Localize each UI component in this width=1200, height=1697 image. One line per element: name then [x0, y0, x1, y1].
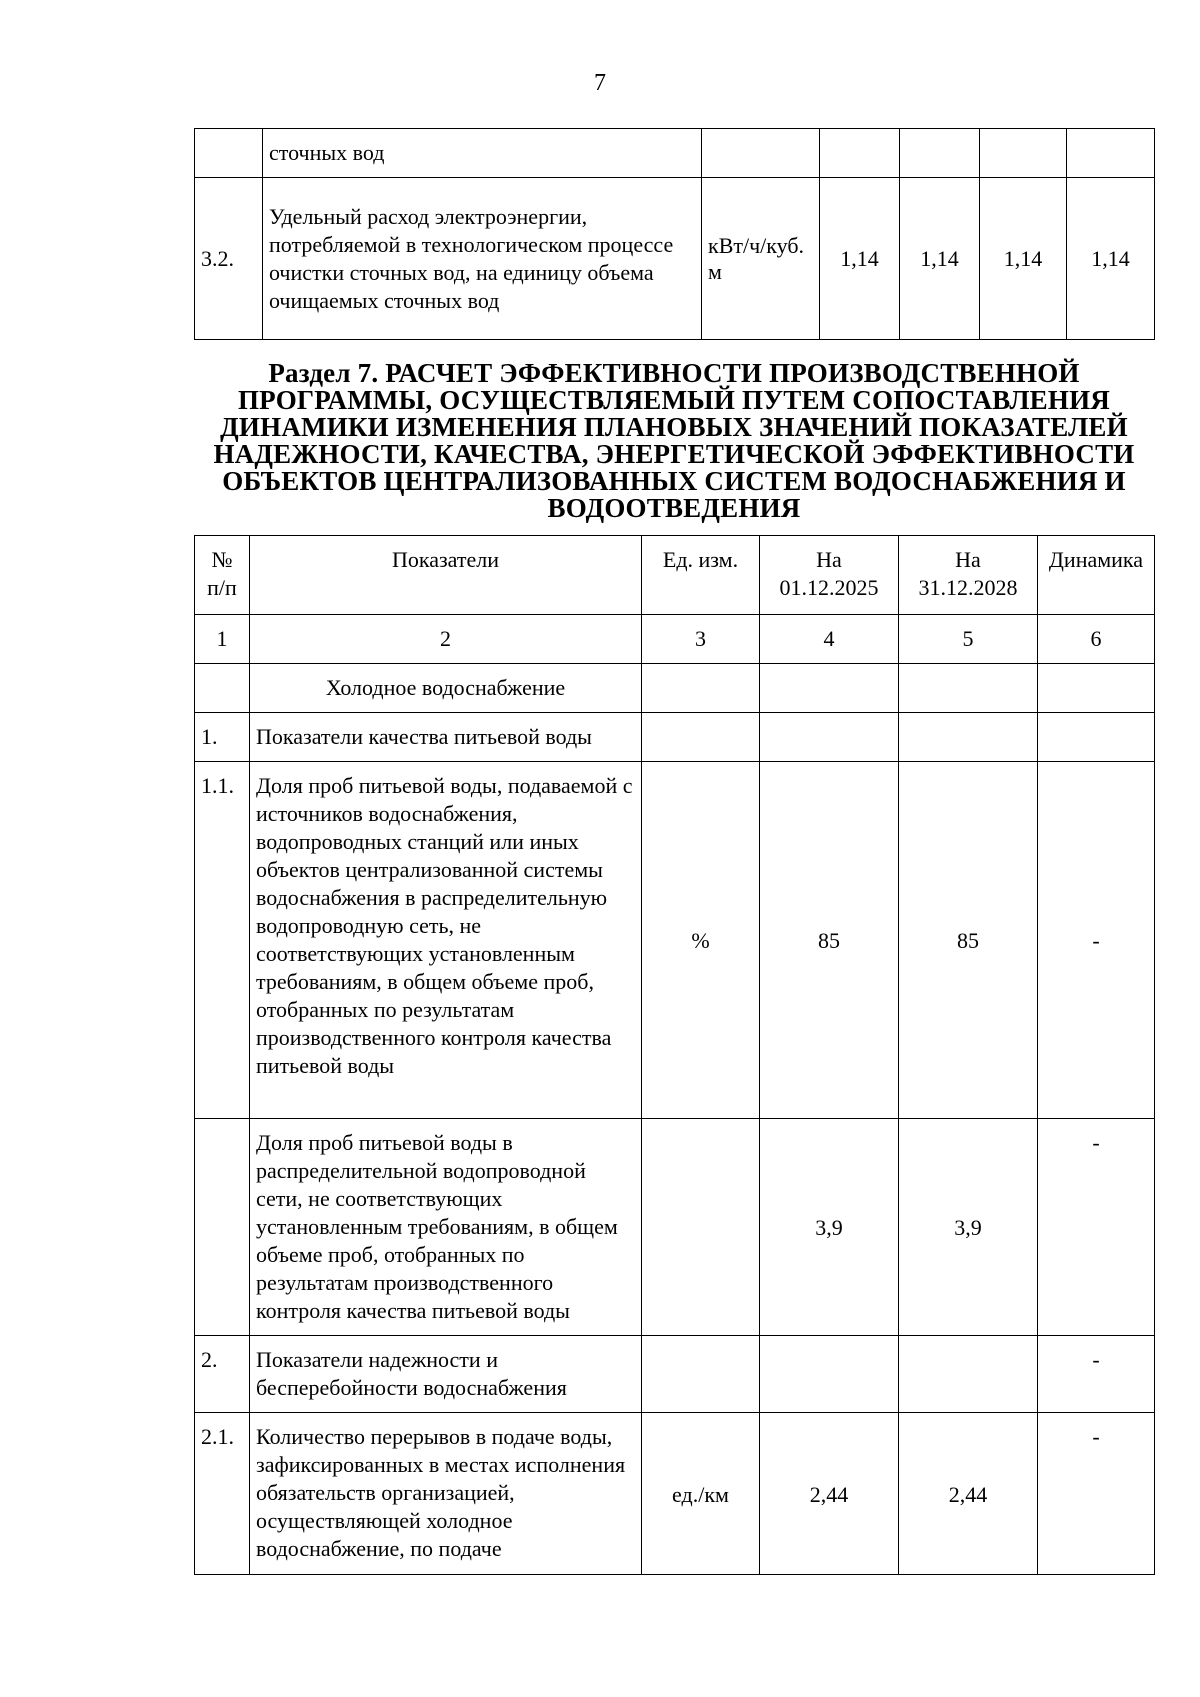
table-row	[195, 762, 1155, 1119]
row-text: Доля проб питьевой воды, подаваемой с источников водоснабжения, водопроводных станций или иных объектов централизованной системы водоснабжения в распределительную водопроводную сеть, не соответствующих установленным требованиям, в общем объеме проб, отобранных по результатам производственного контроля качества питьевой воды	[250, 762, 642, 1119]
row-unit	[702, 129, 820, 178]
row-unit	[642, 1119, 760, 1336]
row-value-2028: 3,9	[899, 1119, 1038, 1336]
row-text: Количество перерывов в подаче воды, зафиксированных в местах исполнения обязательств организацией, осуществляющей холодное водоснабжение, по подаче	[250, 1413, 642, 1575]
column-header: № п/п	[195, 536, 250, 615]
table-row	[195, 1336, 1155, 1413]
row-number: 2.1.	[195, 1413, 250, 1575]
row-value-2028: 85	[899, 762, 1038, 1119]
row-value-2028	[899, 664, 1038, 713]
row-text: Показатели качества питьевой воды	[250, 713, 642, 762]
row-value-2025: 3,9	[760, 1119, 899, 1336]
row-value: 1,14	[900, 178, 980, 340]
row-text: сточных вод	[263, 129, 702, 178]
row-value-2025	[760, 1336, 899, 1413]
row-value: 1,14	[820, 178, 900, 340]
row-value-2028: 2,44	[899, 1413, 1038, 1575]
row-text: Доля проб питьевой воды в распределительной водопроводной сети, не соответствующих установленным требованиям, в общем объеме проб, отобранных по результатам производственного контроля качества питьевой воды	[250, 1119, 642, 1336]
row-value	[1067, 129, 1155, 178]
column-number: 3	[642, 615, 760, 664]
row-unit	[642, 1336, 760, 1413]
row-dynamics: -	[1038, 1119, 1155, 1336]
column-header: Динамика	[1038, 536, 1155, 615]
row-number: 1.	[195, 713, 250, 762]
column-number: 6	[1038, 615, 1155, 664]
row-text: Показатели надежности и бесперебойности водоснабжения	[250, 1336, 642, 1413]
row-value-2025	[760, 664, 899, 713]
row-value-2025: 2,44	[760, 1413, 899, 1575]
column-header: На 01.12.2025	[760, 536, 899, 615]
table-header-row	[195, 536, 1155, 615]
row-value-2028	[899, 713, 1038, 762]
row-value-2028	[899, 1336, 1038, 1413]
table-row	[195, 178, 1155, 340]
row-number	[195, 664, 250, 713]
row-text: Холодное водоснабжение	[250, 664, 642, 713]
top-table	[194, 128, 1155, 340]
row-number: 2.	[195, 1336, 250, 1413]
row-number: 1.1.	[195, 762, 250, 1119]
row-number: 3.2.	[195, 178, 263, 340]
table-row	[195, 1413, 1155, 1575]
row-number	[195, 1119, 250, 1336]
row-dynamics	[1038, 664, 1155, 713]
row-number	[195, 129, 263, 178]
row-dynamics: -	[1038, 762, 1155, 1119]
row-unit: кВт/ч/куб. м	[702, 178, 820, 340]
row-unit	[642, 713, 760, 762]
table-row	[195, 129, 1155, 178]
row-dynamics	[1038, 713, 1155, 762]
row-value: 1,14	[1067, 178, 1155, 340]
page-number: 7	[594, 70, 606, 96]
column-number-row	[195, 615, 1155, 664]
row-unit: %	[642, 762, 760, 1119]
table-row	[195, 713, 1155, 762]
section-heading: Раздел 7. РАСЧЕТ ЭФФЕКТИВНОСТИ ПРОИЗВОДСТВЕННОЙ ПРОГРАММЫ, ОСУЩЕСТВЛЯЕМЫЙ ПУТЕМ СОПОСТАВЛЕНИЯ ДИНАМИКИ ИЗМЕНЕНИЯ ПЛАНОВЫХ ЗНАЧЕНИЙ ПОКАЗАТЕЛЕЙ НАДЕЖНОСТИ, КАЧЕСТВА, ЭНЕРГЕТИЧЕСКОЙ ЭФФЕКТИВНОСТИ ОБЪЕКТОВ ЦЕНТРАЛИЗОВАННЫХ СИСТЕМ ВОДОСНАБЖЕНИЯ И ВОДООТВЕДЕНИЯ	[213, 358, 1135, 523]
column-number: 2	[250, 615, 642, 664]
row-value: 1,14	[980, 178, 1067, 340]
row-dynamics: -	[1038, 1413, 1155, 1575]
row-value	[820, 129, 900, 178]
column-number: 4	[760, 615, 899, 664]
row-value	[980, 129, 1067, 178]
column-header: Показатели	[250, 536, 642, 615]
column-number: 1	[195, 615, 250, 664]
row-value-2025: 85	[760, 762, 899, 1119]
column-header: Ед. изм.	[642, 536, 760, 615]
indicators-table	[194, 535, 1155, 1575]
row-text: Удельный расход электроэнергии, потребляемой в технологическом процессе очистки сточных вод, на единицу объема очищаемых сточных вод	[263, 178, 702, 340]
column-header: На 31.12.2028	[899, 536, 1038, 615]
table-row	[195, 664, 1155, 713]
row-unit: ед./км	[642, 1413, 760, 1575]
row-unit	[642, 664, 760, 713]
row-value	[900, 129, 980, 178]
table-row	[195, 1119, 1155, 1336]
row-value-2025	[760, 713, 899, 762]
column-number: 5	[899, 615, 1038, 664]
row-dynamics: -	[1038, 1336, 1155, 1413]
